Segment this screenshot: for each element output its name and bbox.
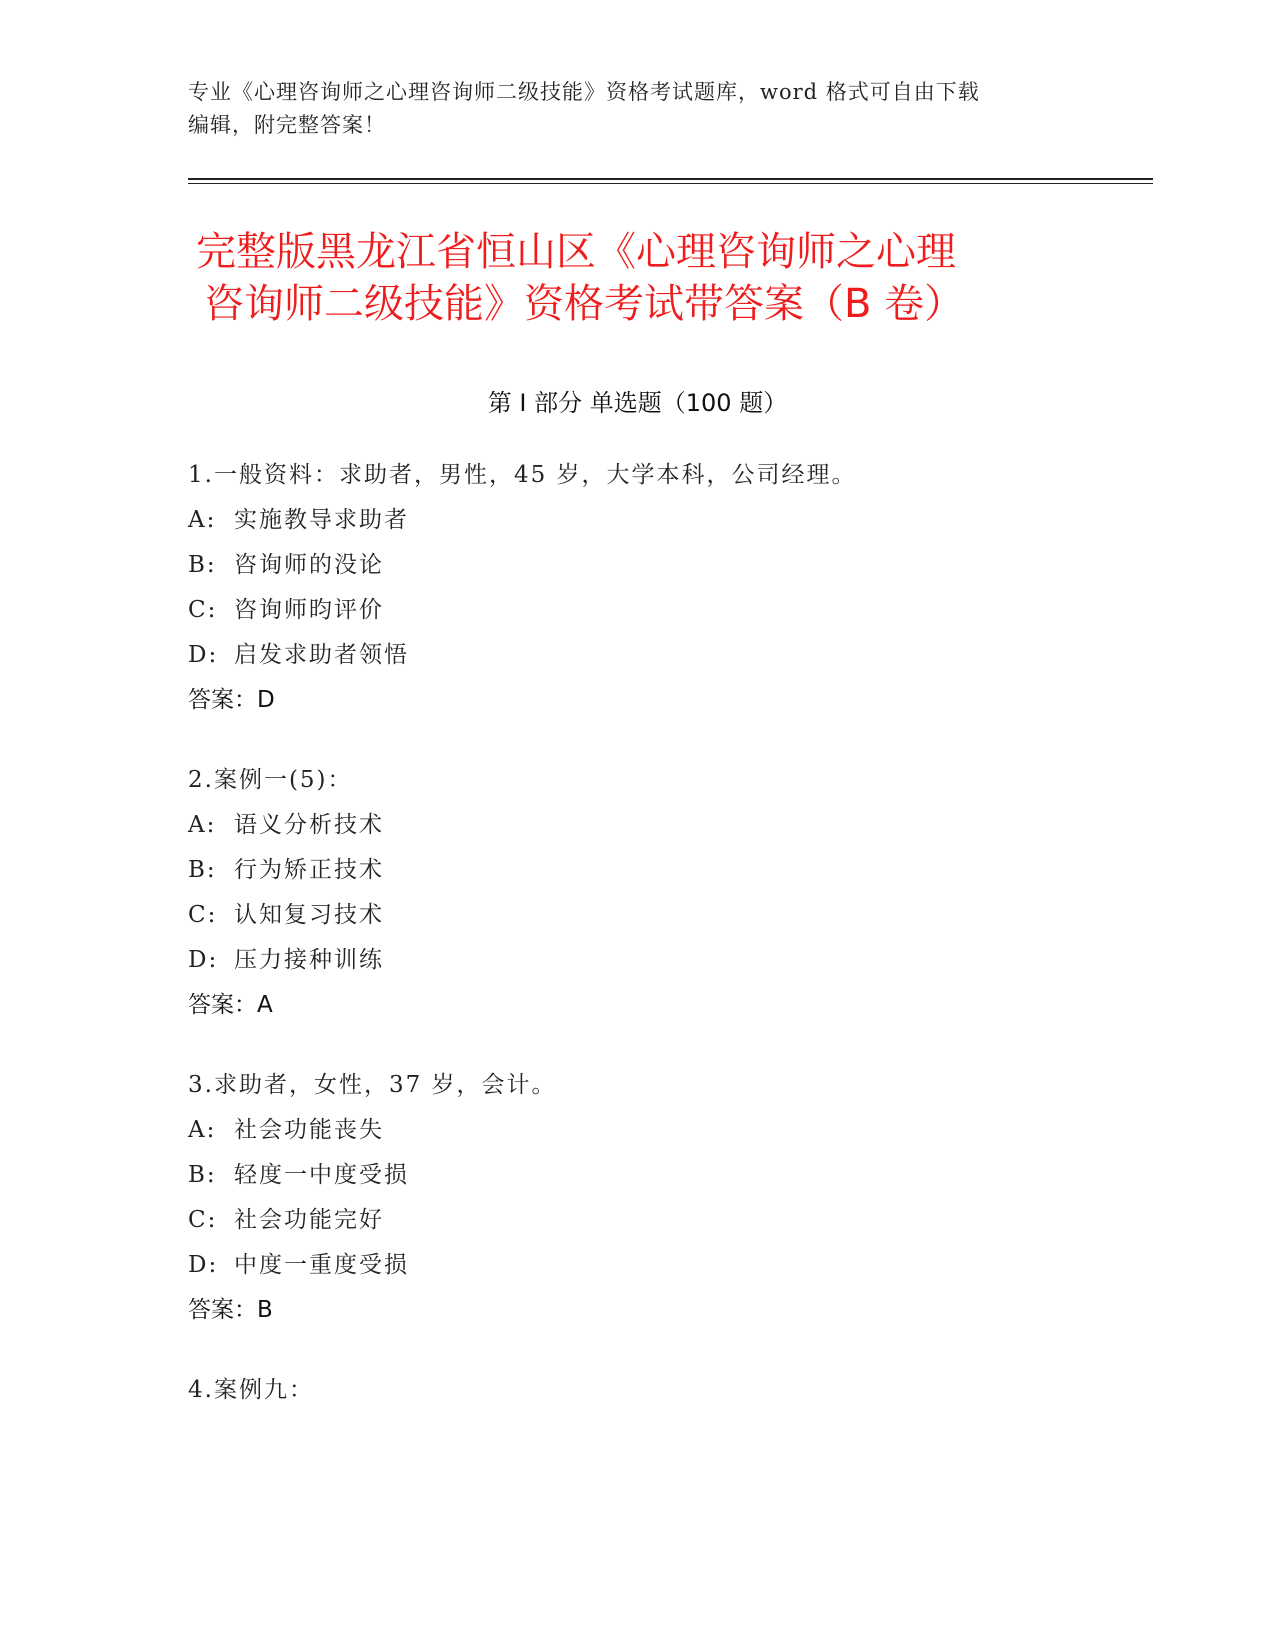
option-key: C: xyxy=(188,597,218,623)
question-stem: 1.一般资料：求助者，男性，45 岁，大学本科，公司经理。 xyxy=(188,462,857,488)
option-text: 社会功能完好 xyxy=(234,1207,384,1233)
option-key: B: xyxy=(188,1162,217,1188)
answer-line: 答案：B xyxy=(188,1297,273,1323)
option-key: A: xyxy=(188,507,217,533)
option-key: C: xyxy=(188,902,218,928)
option-text: 咨询师的没论 xyxy=(234,552,384,578)
option-text: 轻度一中度受损 xyxy=(234,1162,409,1188)
option-text: 启发求助者领悟 xyxy=(234,642,409,668)
option-d xyxy=(188,633,1088,678)
option-text: 实施教导求助者 xyxy=(234,507,409,533)
option-text: 压力接种训练 xyxy=(234,947,384,973)
option-key: D: xyxy=(188,642,219,668)
option-d xyxy=(188,938,1088,983)
option-key: A: xyxy=(188,812,217,838)
document-title-line-2: 咨询师二级技能》资格考试带答案（B 卷） xyxy=(204,281,965,327)
header-rule-thick xyxy=(188,178,1153,180)
header-note xyxy=(188,76,1088,142)
question-stem: 4.案例九： xyxy=(188,1377,314,1403)
option-d xyxy=(188,1243,1088,1288)
document-title xyxy=(196,226,1096,330)
option-c xyxy=(188,893,1088,938)
option-text: 中度一重度受损 xyxy=(234,1252,409,1278)
option-key: B: xyxy=(188,552,217,578)
option-key: B: xyxy=(188,857,217,883)
section-heading: 第 I 部分 单选题（100 题） xyxy=(487,389,788,417)
option-key: D: xyxy=(188,1252,219,1278)
option-key: A: xyxy=(188,1117,217,1143)
question-2 xyxy=(188,758,1088,1028)
header-rule-thin xyxy=(188,183,1153,184)
option-text: 语义分析技术 xyxy=(234,812,384,838)
option-text: 咨询师昀评价 xyxy=(234,597,384,623)
question-stem: 2.案例一(5)： xyxy=(188,767,353,793)
question-4 xyxy=(188,1368,1088,1413)
document-title-line-1: 完整版黑龙江省恒山区《心理咨询师之心理 xyxy=(196,229,956,275)
header-note-line-1: 专业《心理咨询师之心理咨询师二级技能》资格考试题库，word 格式可自由下载 xyxy=(188,80,980,104)
option-c xyxy=(188,588,1088,633)
option-b xyxy=(188,1153,1088,1198)
option-key: C: xyxy=(188,1207,218,1233)
option-a xyxy=(188,498,1088,543)
option-text: 认知复习技术 xyxy=(234,902,384,928)
option-key: D: xyxy=(188,947,219,973)
question-1 xyxy=(188,453,1088,723)
answer-line: 答案：A xyxy=(188,992,273,1018)
option-text: 社会功能丧失 xyxy=(234,1117,384,1143)
option-b xyxy=(188,543,1088,588)
option-c xyxy=(188,1198,1088,1243)
header-note-line-2: 编辑，附完整答案！ xyxy=(188,113,386,137)
question-stem: 3.求助者，女性，37 岁，会计。 xyxy=(188,1072,557,1098)
option-a xyxy=(188,1108,1088,1153)
option-text: 行为矫正技术 xyxy=(234,857,384,883)
question-3 xyxy=(188,1063,1088,1333)
option-a xyxy=(188,803,1088,848)
answer-line: 答案：D xyxy=(188,687,275,713)
option-b xyxy=(188,848,1088,893)
